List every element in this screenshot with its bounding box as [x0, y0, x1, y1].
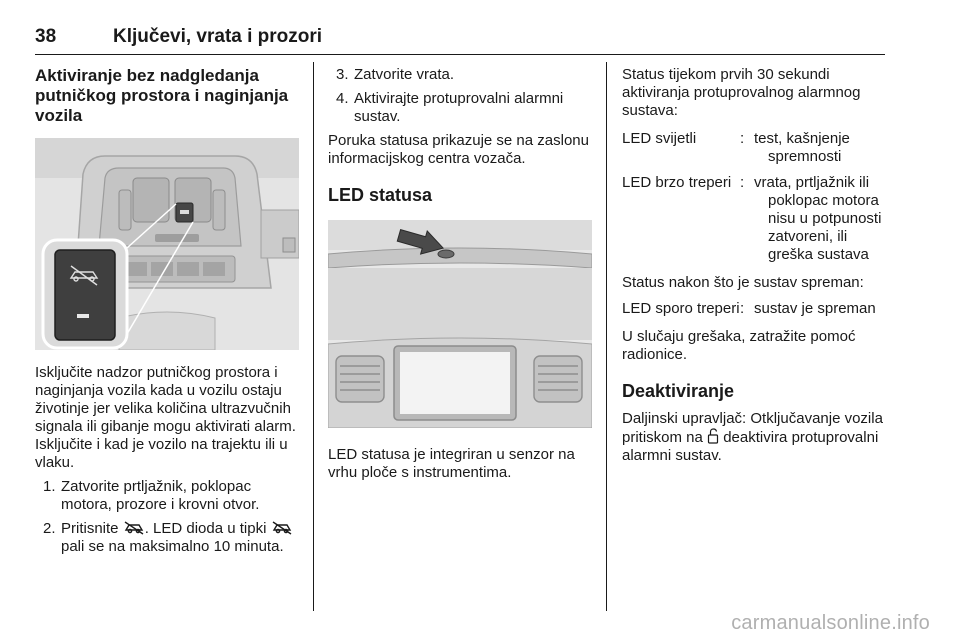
chapter-title: Ključevi, vrata i prozori [113, 26, 323, 47]
column-1 [35, 64, 299, 562]
step-item: 1. Zatvorite prtljažnik, poklopac motora, prozore i krovni otvor. [43, 478, 260, 513]
status-row: LED svijetli : test, kašnjenje spremnosti [622, 130, 850, 165]
unlock-icon [707, 428, 719, 444]
figure-dashboard-led [328, 220, 592, 428]
car-tilt-icon [123, 521, 145, 535]
error-text: U slučaju grešaka, zatražite pomoć radionice. [622, 328, 856, 363]
column-3 [622, 64, 888, 465]
steps-list-2 [328, 66, 592, 126]
page-header [35, 28, 885, 55]
deactivation-text: Daljinski upravljač: Otključavanje vozila pritiskom na deaktivira protuprovalni alarmni sustav. [622, 410, 883, 464]
step-item: 2. Pritisnite . LED dioda u tipki pali se na maksimalno 10 minuta. [35, 520, 299, 556]
page-number: 38 [35, 26, 57, 47]
section-heading-led-status: LED statusa [328, 185, 433, 205]
dashboard-led-illustration [328, 220, 592, 428]
watermark: carmanualsonline.info [731, 612, 930, 634]
status-intro-ready: Status nakon što je sustav spreman: [622, 274, 864, 291]
column-divider-2 [606, 62, 607, 611]
steps-list-1 [35, 478, 299, 556]
section-heading-activation: Aktiviranje bez nadgledanja putničkog prostora i naginjanja vozila [35, 66, 289, 125]
step-item: 4. Aktivirajte protuprovalni alarmni sustav. [336, 90, 564, 125]
body-text-disable-monitoring: Isključite nadzor putničkog prostora i naginjanja vozila kada u vozilu ostaju životinje jer velika količina ultrazvučnih signala ili gibanje mogu aktivirati alarm. Isključite i kad je vozilo na trajektu ili u vlaku. [35, 364, 296, 471]
column-2 [328, 64, 592, 482]
status-intro: Status tijekom prvih 30 sekundi aktiviranja protuprovalnog alarmnog sustava: [622, 66, 861, 119]
status-table-ready [622, 300, 888, 318]
body-text-status-message: Poruka statusa prikazuje se na zaslonu informacijskog centra vozača. [328, 132, 589, 167]
step-item: 3. Zatvorite vrata. [336, 66, 455, 83]
status-row: LED brzo treperi : vrata, prtljažnik ili poklopac motora nisu u potpunosti zatvoreni, ili greška sustava [622, 174, 882, 263]
car-tilt-icon [271, 521, 293, 535]
status-table-first [622, 130, 888, 264]
figure-caption: LED statusa je integriran u senzor na vrhu ploče s instrumentima. [328, 446, 575, 481]
roof-console-illustration [35, 138, 299, 350]
figure-roof-console [35, 138, 299, 350]
section-heading-deactivation: Deaktiviranje [622, 381, 735, 401]
status-row: LED sporo treperi : sustav je spreman [622, 300, 876, 317]
column-divider-1 [313, 62, 314, 611]
